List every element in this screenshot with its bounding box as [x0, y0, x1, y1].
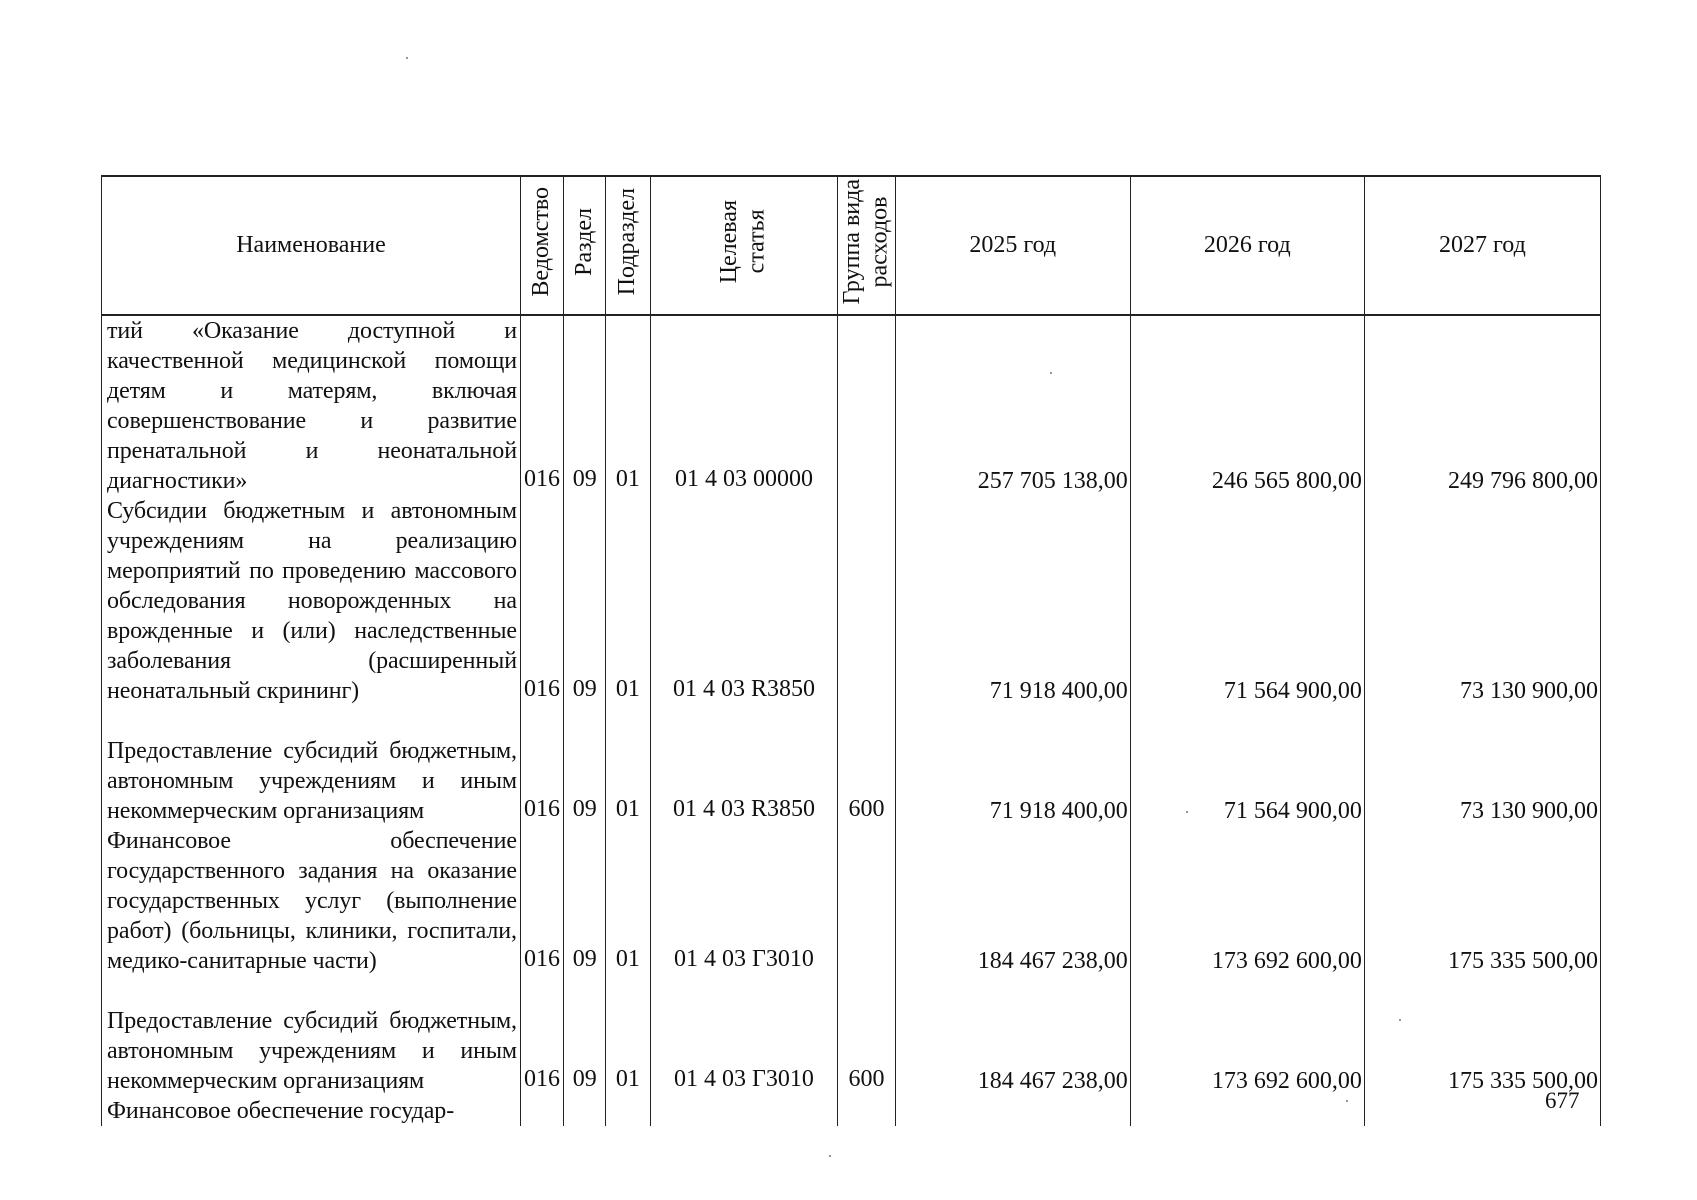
row-group [838, 496, 895, 706]
page-number: 677 [1545, 1088, 1580, 1113]
header-expense-group: Группа вида расходов [838, 176, 895, 315]
row-group [838, 826, 895, 976]
row-2026: 246 565 800,00 [1130, 315, 1364, 496]
scan-speck [1399, 1019, 1401, 1021]
table-row [102, 976, 1601, 1096]
table-header-row [102, 176, 1601, 315]
row-subsection: 01 [606, 706, 650, 826]
table-row [102, 496, 1601, 706]
row-department: 016 [520, 315, 563, 496]
row-department: 016 [520, 496, 563, 706]
row-target: 01 4 03 00000 [650, 315, 838, 496]
row-2027: 73 130 900,00 [1364, 706, 1600, 826]
row-group: 600 [838, 976, 895, 1096]
scan-speck [829, 1155, 831, 1157]
row-department [520, 1096, 563, 1126]
row-name: Предоставление субсидий бюджетным, автономным учреждениям и иным некоммерческим организациям [102, 976, 521, 1096]
row-department: 016 [520, 706, 563, 826]
row-subsection [606, 1096, 650, 1126]
row-2026 [1130, 1096, 1364, 1126]
row-name: Финансовое обеспечение государственного задания на оказание государственных услуг (выполнение работ) (больницы, клиники, госпитали, медико-санитарные части) [102, 826, 521, 976]
row-department: 016 [520, 826, 563, 976]
row-2027: 73 130 900,00 [1364, 496, 1600, 706]
row-name: тий «Оказание доступной и качественной медицинской помощи детям и матерям, включая совершенствование и развитие пренатальной и неонатальной диагностики» [102, 315, 521, 496]
row-section: 09 [564, 826, 606, 976]
header-department: Ведомство [520, 176, 563, 315]
header-subsection: Подраздел [606, 176, 650, 315]
row-2026: 173 692 600,00 [1130, 976, 1364, 1096]
row-subsection: 01 [606, 976, 650, 1096]
row-name: Субсидии бюджетным и автономным учреждениям на реализацию мероприятий по проведению массового обследования новорожденных на врожденные и (или) наследственные заболевания (расширенный неонатальный скрининг) [102, 496, 521, 706]
row-name: Финансовое обеспечение государ- [102, 1096, 521, 1126]
row-section: 09 [564, 706, 606, 826]
scan-speck [1186, 811, 1188, 813]
header-target-article: Целевая статья [650, 176, 838, 315]
row-group [838, 1096, 895, 1126]
row-subsection: 01 [606, 826, 650, 976]
row-2025: 71 918 400,00 [895, 496, 1130, 706]
row-2027: 249 796 800,00 [1364, 315, 1600, 496]
row-section: 09 [564, 315, 606, 496]
scan-speck [406, 57, 408, 59]
header-2025: 2025 год [895, 176, 1130, 315]
table-row [102, 1096, 1601, 1126]
scan-speck [1346, 1100, 1348, 1102]
row-2026: 71 564 900,00 [1130, 706, 1364, 826]
budget-table [101, 175, 1601, 1126]
table-row [102, 826, 1601, 976]
row-2025: 184 467 238,00 [895, 826, 1130, 976]
row-group [838, 315, 895, 496]
row-2027: 175 335 500,00 [1364, 826, 1600, 976]
row-target: 01 4 03 R3850 [650, 496, 838, 706]
table-row [102, 706, 1601, 826]
row-section: 09 [564, 976, 606, 1096]
row-target [650, 1096, 838, 1126]
row-subsection: 01 [606, 496, 650, 706]
row-2025: 257 705 138,00 [895, 315, 1130, 496]
row-group: 600 [838, 706, 895, 826]
row-department: 016 [520, 976, 563, 1096]
header-section: Раздел [564, 176, 606, 315]
row-target: 01 4 03 Г3010 [650, 976, 838, 1096]
header-2027: 2027 год [1364, 176, 1600, 315]
row-section: 09 [564, 496, 606, 706]
row-section [564, 1096, 606, 1126]
table-row [102, 315, 1601, 496]
row-2026: 173 692 600,00 [1130, 826, 1364, 976]
row-subsection: 01 [606, 315, 650, 496]
header-2026: 2026 год [1130, 176, 1364, 315]
row-2026: 71 564 900,00 [1130, 496, 1364, 706]
scan-speck [1050, 372, 1052, 374]
row-name: Предоставление субсидий бюджетным, автономным учреждениям и иным некоммерческим организациям [102, 706, 521, 826]
row-2025: 71 918 400,00 [895, 706, 1130, 826]
header-name: Наименование [102, 176, 521, 315]
row-target: 01 4 03 Г3010 [650, 826, 838, 976]
row-2025: 184 467 238,00 [895, 976, 1130, 1096]
row-target: 01 4 03 R3850 [650, 706, 838, 826]
row-2027: 175 335 500,00 [1364, 976, 1600, 1096]
row-2025 [895, 1096, 1130, 1126]
